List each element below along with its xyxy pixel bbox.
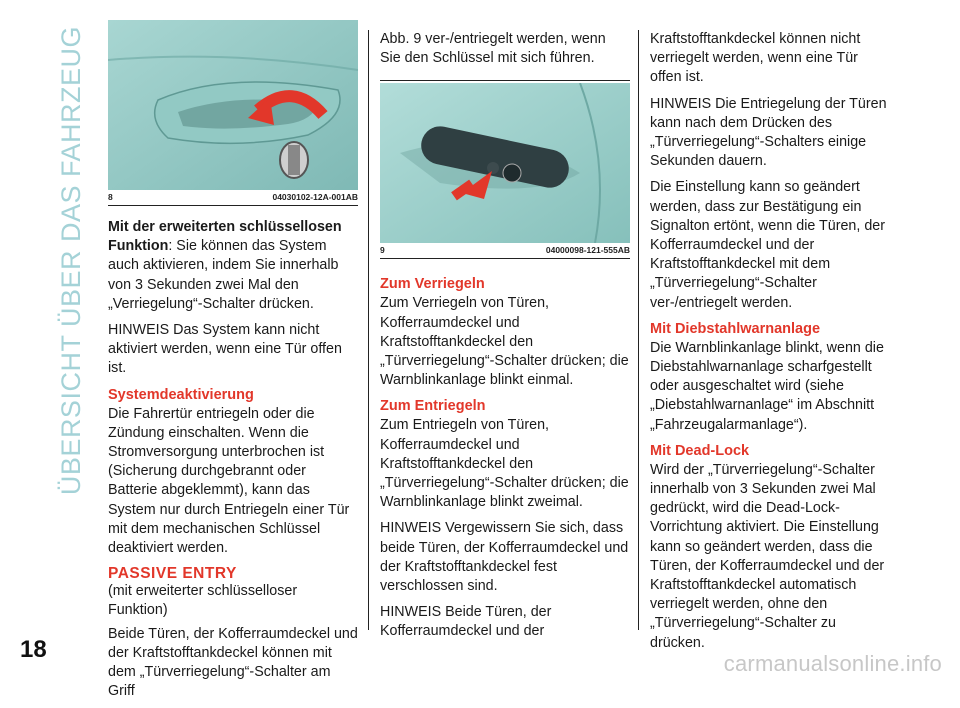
figure-number: 9 xyxy=(380,245,385,256)
column-divider-2 xyxy=(638,30,639,630)
figure-code: 04000098-121-555AB xyxy=(545,245,630,256)
passive-subtitle: (mit erweiterter schlüsselloser Funktion) xyxy=(108,583,298,619)
unlock-note: HINWEIS Vergewissern Sie sich, dass beide Türen, der Kofferraumdeckel und der Kraftstofftankdeckel fest verschlossen sind. xyxy=(380,520,629,595)
figure-rule xyxy=(380,258,630,259)
heading-system-deactivation: Systemdeaktivierung xyxy=(108,386,254,403)
chapter-title-text: ÜBERSICHT ÜBER DAS FAHRZEUG xyxy=(55,26,86,496)
passive-paragraph: Beide Türen, der Kofferraumdeckel und der Kraftstofftankdeckel können mit dem „Türverriegelung“-Schalter am Griff xyxy=(108,625,358,700)
column-2 xyxy=(380,20,630,649)
door-handle-key-illustration xyxy=(108,20,358,190)
heading-lock: Zum Verriegeln xyxy=(380,276,485,293)
chapter-side-title xyxy=(51,26,91,496)
heading-alarm: Mit Diebstahlwarnanlage xyxy=(650,320,821,337)
figure-8 xyxy=(108,20,358,206)
intro-bold: Mit der erweiterten schlüssellosen Funktion xyxy=(108,219,342,255)
intro-paragraph xyxy=(108,218,358,314)
page-number: 18 xyxy=(20,636,47,663)
watermark-text: carmanualsonline.info xyxy=(723,651,942,676)
column-3 xyxy=(650,20,890,660)
alarm-paragraph: Die Warnblinkanlage blinkt, wenn die Diebstahlwarnanlage scharfgestellt oder ausgeschaltet wird (siehe „Diebstahlwarnanlage“ im Abschnitt „Fahrzeugalarmanlage“). xyxy=(650,339,884,433)
figure-rule xyxy=(108,205,358,206)
continued-paragraph: Kraftstofftankdeckel können nicht verriegelt werden, wenn eine Tür offen ist. xyxy=(650,31,861,86)
end-note: HINWEIS Beide Türen, der Kofferraumdeckel und der xyxy=(380,604,552,640)
delay-note: HINWEIS Die Entriegelung der Türen kann nach dem Drücken des „Türverriegelung“-Schalters einige Sekunden dauern. xyxy=(650,95,887,170)
unlock-paragraph: Zum Entriegeln von Türen, Kofferraumdeckel und Kraftstofftankdeckel den „Türverriegelung“-Schalter drücken; die Warnblinkanlage blinkt zweimal. xyxy=(380,417,629,511)
column-1 xyxy=(108,20,358,708)
deadlock-paragraph: Wird der „Türverriegelung“-Schalter innerhalb von 3 Sekunden zwei Mal gedrückt, wird die Dead-Lock-Vorrichtung aktiviert. Die Einstellung kann so geändert werden, dass die Türen, der Kofferraumdeckel und der Kraftstofftankdeckel automatisch verriegelt werden, ohne den „Türverriegelung“-Schalter zu drücken. xyxy=(650,461,885,651)
heading-passive-entry: PASSIVE ENTRY xyxy=(108,565,237,583)
heading-deadlock: Mit Dead-Lock xyxy=(650,442,750,459)
column-divider-1 xyxy=(368,30,369,630)
figure-number: 8 xyxy=(108,192,113,202)
figure-top-rule xyxy=(380,80,630,81)
top-paragraph: Abb. 9 ver-/entriegelt werden, wenn Sie den Schlüssel mit sich führen. xyxy=(380,31,606,67)
figure-caption xyxy=(108,192,358,202)
figure-code: 04030102-12A-001AB xyxy=(272,192,358,202)
system-paragraph: Die Fahrertür entriegeln oder die Zündung einschalten. Wenn die Stromversorgung unterbrochen ist (Sicherung durchgebrannt oder Batterie abgeklemmt), kann das System nur durch Entriegeln einer Tür mit dem mechanischen Schlüssel deaktiviert werden. xyxy=(108,405,350,557)
note-paragraph: HINWEIS Das System kann nicht aktiviert werden, wenn eine Tür offen ist. xyxy=(108,322,342,377)
figure-9 xyxy=(380,80,630,259)
intro-rest: : Sie können das System auch aktivieren, indem Sie innerhalb von 3 Sekunden zwei Mal den „Verriegelung“-Schalter drücken. xyxy=(108,238,339,312)
heading-unlock: Zum Entriegeln xyxy=(380,398,486,415)
lock-paragraph: Zum Verriegeln von Türen, Kofferraumdeckel und Kraftstofftankdeckel den „Türverriegelung“-Schalter drücken; die Warnblinkanlage blinkt einmal. xyxy=(380,295,629,389)
door-handle-button-illustration xyxy=(380,83,630,243)
figure-caption xyxy=(380,245,630,255)
setting-paragraph: Die Einstellung kann so geändert werden, dass zur Bestätigung ein Signalton ertönt, wenn die Türen, der Kofferraumdeckel und der Kraftstofftankdeckel mit dem „Türverriegelung“-Schalter ver-/entriegelt werden. xyxy=(650,179,885,311)
